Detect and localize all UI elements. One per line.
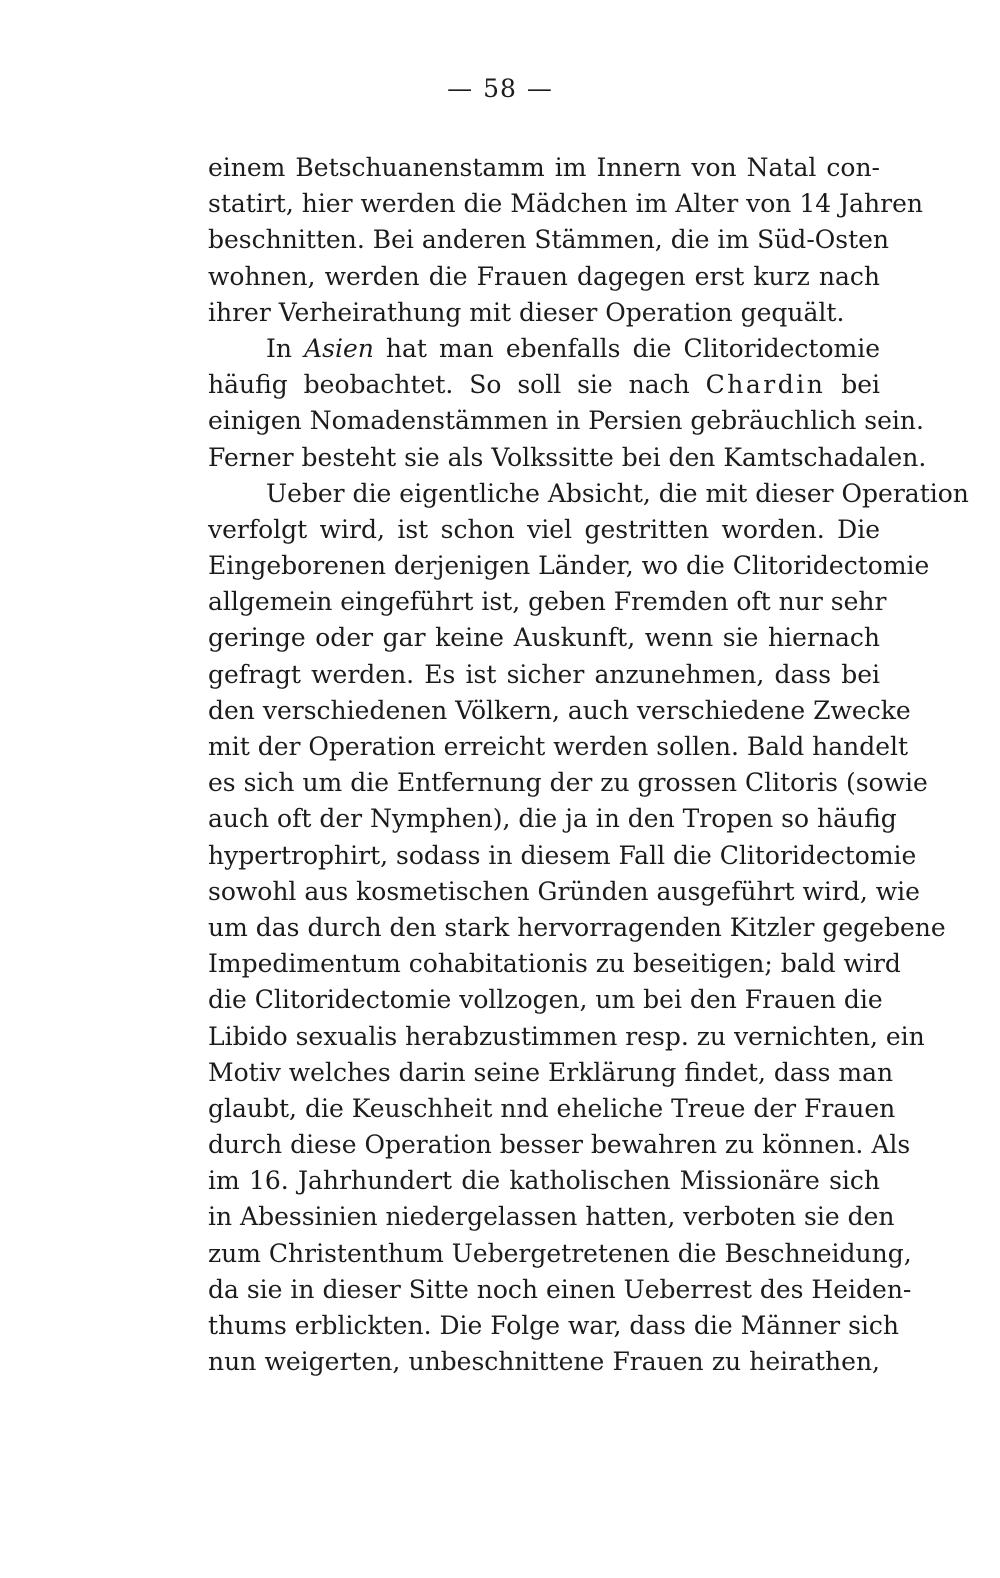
text-line: beschnitten. Bei anderen Stämmen, die im Süd-Osten: [208, 225, 890, 255]
text-line: Libido sexualis herabzustimmen resp. zu vernichten, ein: [208, 1021, 925, 1051]
text-line: Impedimentum cohabitationis zu beseitigen; bald wird: [208, 949, 901, 979]
inline-italic-place: Asien: [304, 333, 374, 363]
inline-text: häufig beobachtet. So soll sie nach: [208, 370, 690, 400]
text-line: einem Betschuanenstamm im Innern von Natal con-: [208, 153, 880, 182]
text-line: Motiv welches darin seine Erklärung findet, dass man: [208, 1057, 894, 1087]
text-line: auch oft der Nymphen), die ja in den Tropen so häufig: [208, 804, 897, 834]
text-line: den verschiedenen Völkern, auch verschiedene Zwecke: [208, 695, 911, 725]
text-line: sowohl aus kosmetischen Gründen ausgeführt wird, wie: [208, 876, 920, 906]
text-line: Eingeborenen derjenigen Länder, wo die Clitoridectomie: [208, 551, 930, 581]
dash-left: —: [447, 74, 474, 103]
page-number-value: 58: [483, 74, 517, 103]
text-line: wohnen, werden die Frauen dagegen erst kurz nach: [208, 261, 880, 291]
text-line: es sich um die Entfernung der zu grossen Clitoris (sowie: [208, 768, 928, 798]
text-line: statirt, hier werden die Mädchen im Alter von 14 Jahren: [208, 189, 923, 219]
text-line: verfolgt wird, ist schon viel gestritten worden. Die: [208, 514, 880, 544]
text-line: durch diese Operation besser bewahren zu können. Als: [208, 1130, 911, 1160]
text-line: im 16. Jahrhundert die katholischen Missionäre sich: [208, 1166, 880, 1196]
text-line: allgemein eingeführt ist, geben Fremden oft nur sehr: [208, 587, 887, 617]
text-line: [208, 367, 880, 403]
text-line: zum Christenthum Uebergetretenen die Beschneidung,: [208, 1238, 912, 1268]
inline-spaced-name: Chardin: [705, 370, 826, 400]
text-line: einigen Nomadenstämmen in Persien gebräuchlich sein.: [208, 406, 924, 436]
text-line: hypertrophirt, sodass in diesem Fall die Clitoridectomie: [208, 840, 917, 870]
text-line-paragraph-start: Ueber die eigentliche Absicht, die mit dieser Operation: [266, 478, 969, 508]
text-line: nun weigerten, unbeschnittene Frauen zu heirathen,: [208, 1347, 880, 1377]
text-line: ihrer Verheirathung mit dieser Operation gequält.: [208, 297, 845, 327]
inline-text: hat man ebenfalls die Clitoridectomie: [385, 333, 880, 363]
text-line: thums erblickten. Die Folge war, dass die Männer sich: [208, 1311, 899, 1340]
inline-word: In: [266, 333, 292, 363]
text-line: glaubt, die Keuschheit nnd eheliche Treue der Frauen: [208, 1093, 896, 1123]
text-line: um das durch den stark hervorragenden Kitzler gegebene: [208, 912, 946, 942]
text-line: geringe oder gar keine Auskunft, wenn sie hiernach: [208, 623, 880, 653]
body-text: [208, 150, 969, 1380]
text-line: Ferner besteht sie als Volkssitte bei den Kamtschadalen.: [208, 442, 927, 472]
inline-word: bei: [841, 370, 881, 400]
dash-right: —: [526, 74, 553, 103]
text-line: mit der Operation erreicht werden sollen. Bald handelt: [208, 732, 909, 761]
text-line: die Clitoridectomie vollzogen, um bei den Frauen die: [208, 985, 883, 1015]
page-number: [0, 74, 1000, 103]
text-line-paragraph-start: [208, 331, 880, 367]
text-line: da sie in dieser Sitte noch einen Ueberrest des Heiden-: [208, 1274, 912, 1304]
text-line: in Abessinien niedergelassen hatten, verboten sie den: [208, 1202, 895, 1232]
text-line: gefragt werden. Es ist sicher anzunehmen, dass bei: [208, 659, 880, 689]
